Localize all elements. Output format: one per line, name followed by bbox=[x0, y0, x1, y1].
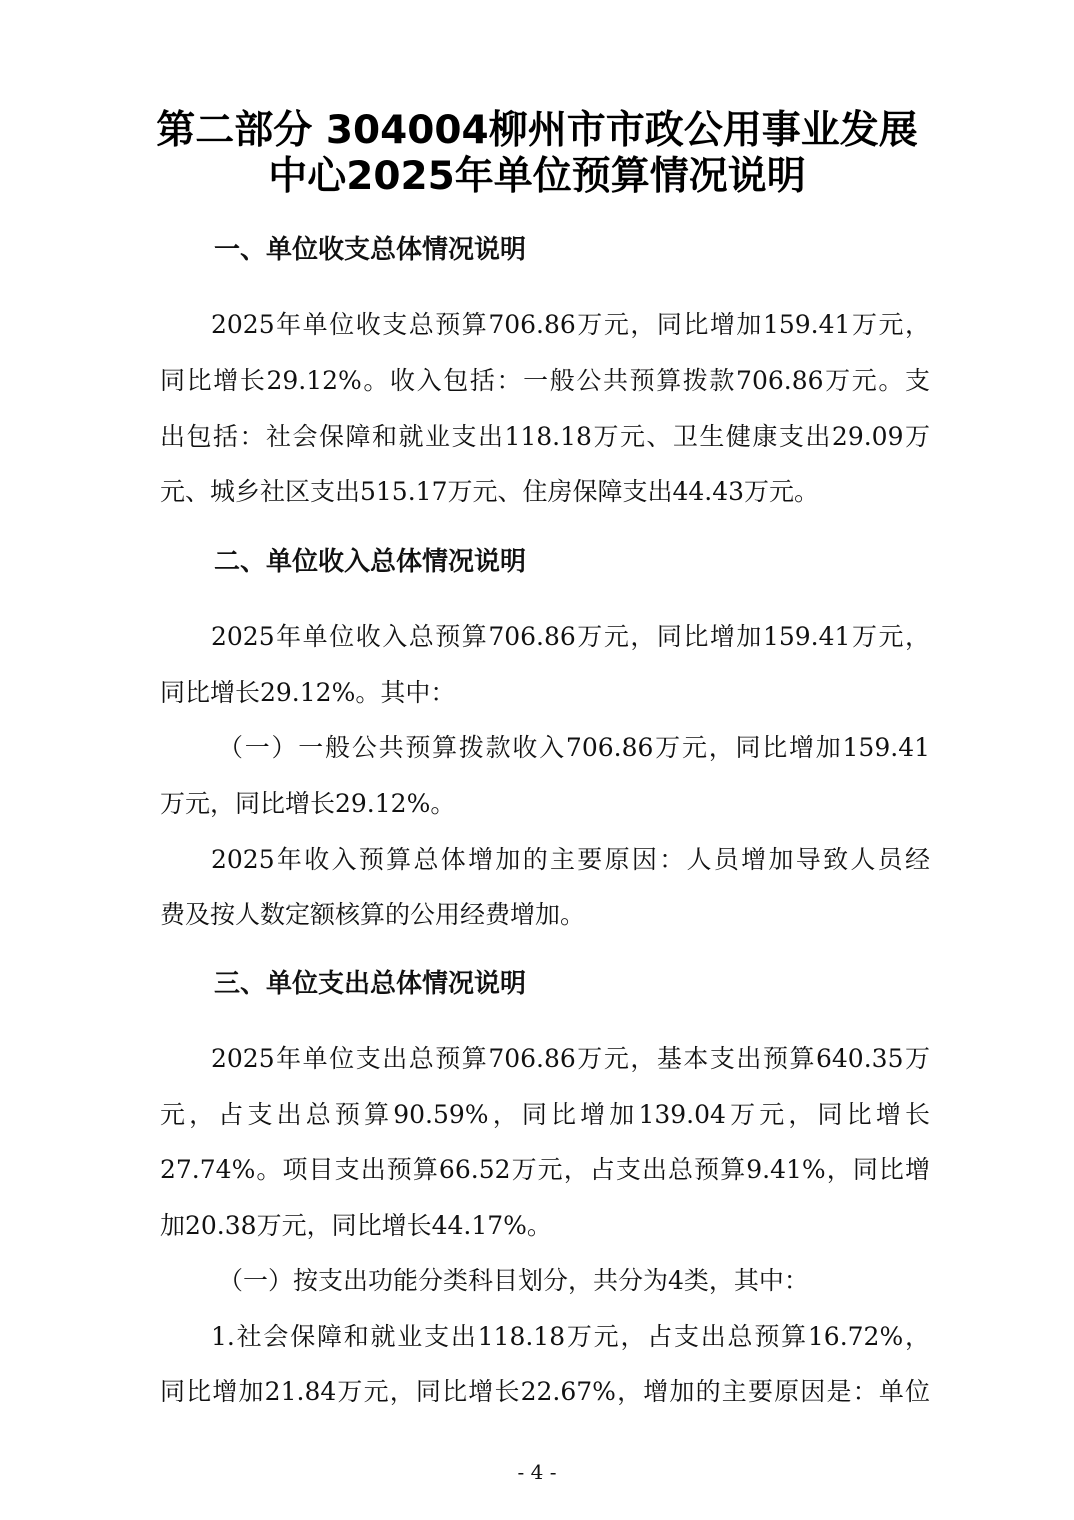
paragraph-line: 2025年单位支出总预算706.86万元，基本支出预算640.35万 bbox=[211, 1044, 930, 1073]
document-title-line-1: 第二部分 304004柳州市市政公用事业发展 bbox=[156, 108, 918, 153]
paragraph-line: 费及按人数定额核算的公用经费增加。 bbox=[160, 900, 586, 929]
paragraph-line: 同比增长29.12%。收入包括：一般公共预算拨款706.86万元。支 bbox=[160, 366, 930, 395]
section-heading-3: 三、单位支出总体情况说明 bbox=[214, 969, 527, 999]
paragraph-line: 加20.38万元，同比增长44.17%。 bbox=[160, 1211, 552, 1240]
paragraph-line: 1.社会保障和就业支出118.18万元，占支出总预算16.72%， bbox=[211, 1322, 930, 1351]
section-heading-1: 一、单位收支总体情况说明 bbox=[214, 235, 527, 265]
paragraph-line: 元、城乡社区支出515.17万元、住房保障支出44.43万元。 bbox=[160, 477, 820, 506]
paragraph-line: 出包括：社会保障和就业支出118.18万元、卫生健康支出29.09万 bbox=[160, 422, 930, 451]
paragraph-line: 2025年收入预算总体增加的主要原因：人员增加导致人员经 bbox=[211, 845, 930, 874]
paragraph-line: （一）一般公共预算拨款收入706.86万元，同比增加159.41 bbox=[218, 733, 930, 762]
paragraph-line: 2025年单位收入总预算706.86万元，同比增加159.41万元， bbox=[211, 622, 930, 651]
paragraph-line: 同比增长29.12%。其中： bbox=[160, 678, 456, 707]
page-number: - 4 - bbox=[517, 1460, 557, 1484]
paragraph-line: 27.74%。项目支出预算66.52万元，占支出总预算9.41%，同比增 bbox=[160, 1155, 930, 1184]
paragraph-line: 同比增加21.84万元，同比增长22.67%，增加的主要原因是：单位 bbox=[160, 1377, 930, 1406]
paragraph-line: 2025年单位收支总预算706.86万元，同比增加159.41万元， bbox=[211, 310, 930, 339]
document-title-line-2: 中心2025年单位预算情况说明 bbox=[268, 154, 806, 199]
paragraph-line: 万元，同比增长29.12%。 bbox=[160, 789, 456, 818]
section-heading-2: 二、单位收入总体情况说明 bbox=[214, 547, 527, 577]
paragraph-line: 元，占支出总预算90.59%，同比增加139.04万元，同比增长 bbox=[160, 1100, 930, 1129]
paragraph-line: （一）按支出功能分类科目划分，共分为4类，其中： bbox=[218, 1266, 809, 1295]
